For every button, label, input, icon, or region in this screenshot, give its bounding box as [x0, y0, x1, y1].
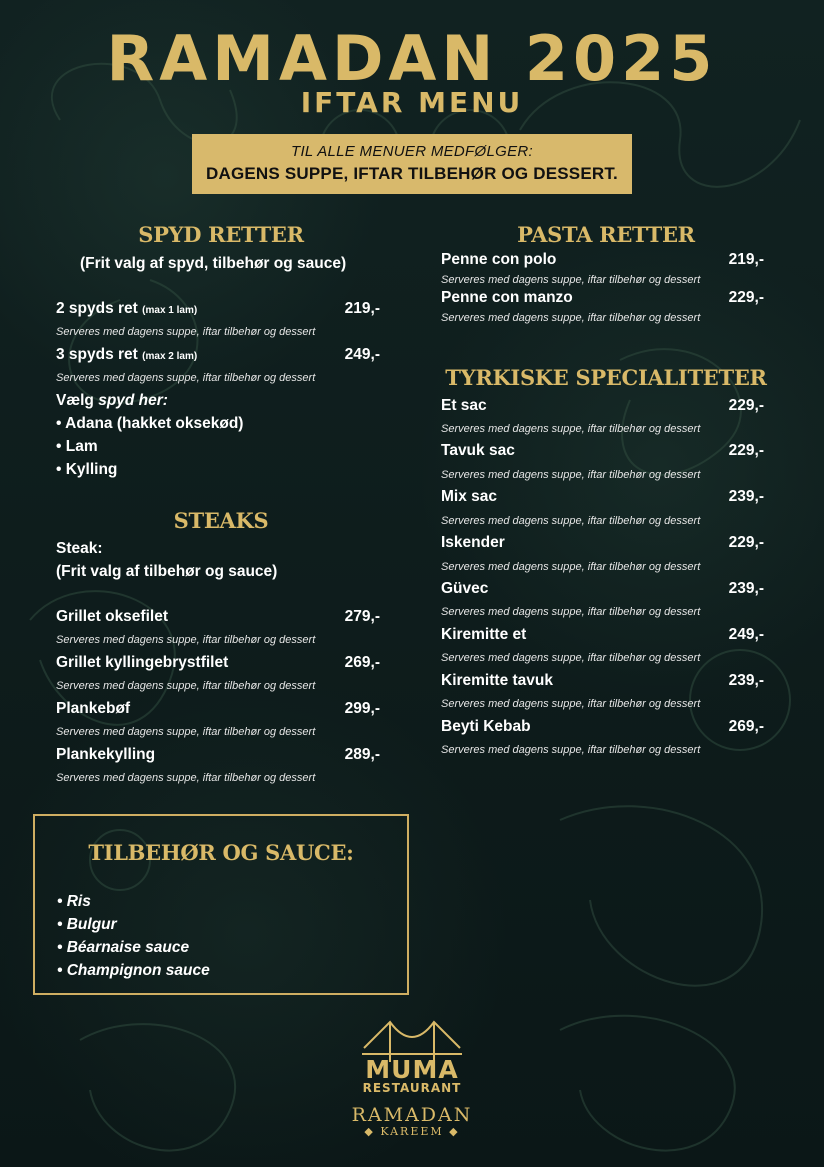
section-heading-steaks: STEAKS — [173, 508, 269, 533]
menu-item-note: Serveres med dagens suppe, iftar tilbehør og dessert — [441, 606, 701, 618]
list-item: • Bulgur — [57, 916, 117, 933]
notice-line-2: DAGENS SUPPE, IFTAR TILBEHØR OG DESSERT. — [206, 164, 618, 183]
logo-ramadan: RAMADAN — [351, 1104, 473, 1126]
menu-item-name: Beyti Kebab — [441, 718, 531, 735]
menu-item-name: Et sac — [441, 397, 487, 414]
page-subtitle: IFTAR MENU — [300, 86, 524, 119]
tilbehor-box — [33, 814, 409, 995]
spyd-option: • Lam — [56, 438, 98, 455]
menu-item-name: Kiremitte tavuk — [441, 672, 553, 689]
section-heading-tyrkiske: TYRKISKE SPECIALITETER — [445, 365, 767, 390]
menu-item-price: 229,- — [728, 534, 764, 551]
menu-item-note: Serveres med dagens suppe, iftar tilbehør og dessert — [441, 652, 701, 664]
menu-item-price: 229,- — [728, 397, 764, 414]
list-item: • Béarnaise sauce — [57, 939, 190, 956]
menu-item-name: Grillet kyllingebrystfilet — [56, 654, 229, 671]
menu-item-name: 3 spyds ret (max 2 lam) — [56, 346, 198, 363]
menu-item-name: Penne con polo — [441, 251, 557, 268]
menu-item-price: 269,- — [728, 718, 764, 735]
menu-item-price: 289,- — [344, 746, 380, 763]
menu-item-name: Güvec — [441, 580, 489, 597]
menu-item-price: 279,- — [344, 608, 380, 625]
spyd-choose-label: Vælg spyd her: — [56, 392, 168, 409]
menu-item-name: Plankekylling — [56, 746, 156, 763]
list-item: • Champignon sauce — [57, 962, 210, 979]
menu-item-name: Penne con manzo — [441, 289, 573, 306]
page-title: RAMADAN 2025 — [106, 22, 718, 95]
logo-sub: RESTAURANT — [362, 1081, 462, 1095]
menu-item-price: 229,- — [728, 442, 764, 459]
spyd-option: • Kylling — [56, 461, 118, 478]
restaurant-logo — [332, 1008, 492, 1158]
bridge-icon — [362, 1018, 462, 1066]
section-heading-spyd: SPYD RETTER — [138, 222, 304, 247]
steaks-intro-2: (Frit valg af tilbehør og sauce) — [56, 563, 278, 580]
menu-item-name: Iskender — [441, 534, 505, 551]
menu-item-note: Serveres med dagens suppe, iftar tilbehør og dessert — [441, 561, 701, 573]
menu-item-note: Serveres med dagens suppe, iftar tilbehør og dessert — [56, 372, 316, 384]
menu-item-note: Serveres med dagens suppe, iftar tilbehør og dessert — [56, 326, 316, 338]
logo-name: MUMA — [365, 1055, 459, 1084]
menu-item-price: 249,- — [728, 626, 764, 643]
notice-banner — [192, 134, 632, 194]
menu-item-note: Serveres med dagens suppe, iftar tilbehør og dessert — [441, 515, 701, 527]
menu-item-price: 229,- — [728, 289, 764, 306]
menu-item-note: Serveres med dagens suppe, iftar tilbehør og dessert — [441, 274, 701, 286]
section-heading-tilbehor: TILBEHØR OG SAUCE: — [88, 840, 354, 865]
menu-item-price: 269,- — [344, 654, 380, 671]
menu-item-price: 249,- — [344, 346, 380, 363]
spyd-intro: (Frit valg af spyd, tilbehør og sauce) — [80, 255, 347, 272]
menu-item-note: Serveres med dagens suppe, iftar tilbehør og dessert — [56, 726, 316, 738]
menu-item-price: 219,- — [344, 300, 380, 317]
steaks-intro-1: Steak: — [56, 540, 103, 557]
menu-item-note: Serveres med dagens suppe, iftar tilbehør og dessert — [441, 744, 701, 756]
tilbehor-list — [57, 890, 210, 982]
menu-item-price: 219,- — [728, 251, 764, 268]
menu-item-price: 239,- — [728, 488, 764, 505]
menu-item-note: Serveres med dagens suppe, iftar tilbehør og dessert — [56, 772, 316, 784]
list-item: • Ris — [57, 893, 91, 910]
spyd-option: • Adana (hakket oksekød) — [56, 415, 244, 432]
menu-item-name: Grillet oksefilet — [56, 608, 168, 625]
menu-item-note: Serveres med dagens suppe, iftar tilbehør og dessert — [56, 680, 316, 692]
notice-line-1: TIL ALLE MENUER MEDFØLGER: — [290, 143, 534, 160]
menu-item-price: 299,- — [344, 700, 380, 717]
menu-item-name: Tavuk sac — [441, 442, 515, 459]
menu-item-note: Serveres med dagens suppe, iftar tilbehør og dessert — [441, 312, 701, 324]
menu-item-name: 2 spyds ret (max 1 lam) — [56, 300, 198, 317]
menu-item-name: Plankebøf — [56, 700, 131, 717]
menu-item-note: Serveres med dagens suppe, iftar tilbehør og dessert — [441, 698, 701, 710]
menu-item-price: 239,- — [728, 580, 764, 597]
menu-item-name: Mix sac — [441, 488, 498, 505]
menu-item-name: Kiremitte et — [441, 626, 527, 643]
menu-item-note: Serveres med dagens suppe, iftar tilbehør og dessert — [441, 469, 701, 481]
section-heading-pasta: PASTA RETTER — [517, 222, 695, 247]
menu-item-note: Serveres med dagens suppe, iftar tilbehør og dessert — [56, 634, 316, 646]
menu-item-note: Serveres med dagens suppe, iftar tilbehør og dessert — [441, 423, 701, 435]
menu-item-price: 239,- — [728, 672, 764, 689]
logo-kareem: ◆ KAREEM ◆ — [364, 1125, 460, 1138]
